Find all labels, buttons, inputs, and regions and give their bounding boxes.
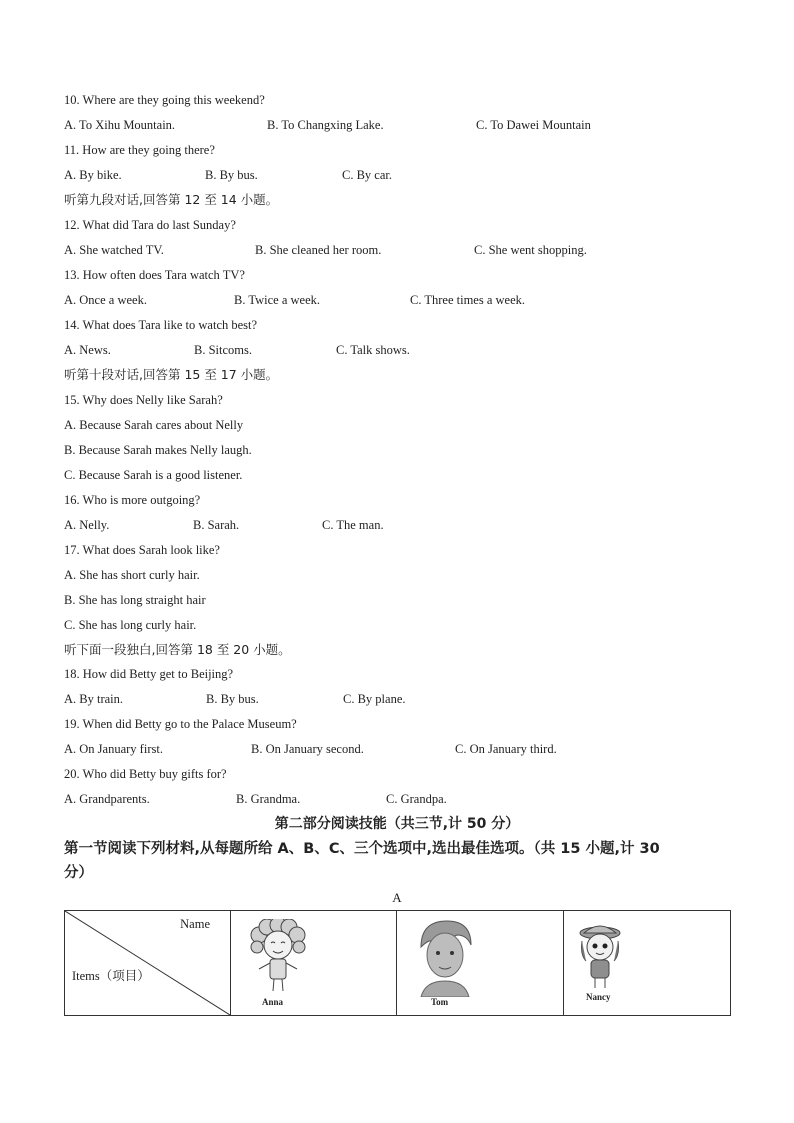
person-caption: Tom — [431, 997, 449, 1007]
part2-title: 第二部分阅读技能（共三节,计 50 分） — [274, 816, 520, 832]
option-c: C. To Dawei Mountain — [476, 118, 591, 132]
section-instruction: 听下面一段独白,回答第 18 至 20 小题。 — [64, 642, 291, 657]
options-row — [64, 741, 724, 757]
question-text: 16. Who is more outgoing? — [64, 493, 201, 507]
option-a: A. Grandparents. — [64, 792, 150, 806]
question-text: 10. Where are they going this weekend? — [64, 93, 265, 107]
option-a: A. Once a week. — [64, 293, 147, 307]
option-c: C. Three times a week. — [410, 293, 526, 307]
option-a: A. She has short curly hair. — [64, 568, 200, 582]
anna-illustration — [245, 919, 309, 997]
question-text: 17. What does Sarah look like? — [64, 543, 220, 557]
option-b: B. Because Sarah makes Nelly laugh. — [64, 443, 252, 457]
option-b: B. Sitcoms. — [194, 343, 252, 357]
options-row — [64, 342, 724, 358]
option-b: B. Twice a week. — [234, 293, 321, 307]
person-cell-tom — [397, 911, 564, 1016]
options-row — [64, 517, 724, 533]
options-row — [64, 242, 724, 258]
options-row — [64, 691, 724, 707]
section1-instruction-cont: 分） — [64, 865, 93, 881]
option-c: C. Talk shows. — [336, 343, 410, 357]
section-instruction: 听第九段对话,回答第 12 至 14 小题。 — [64, 192, 279, 207]
option-c: C. On January third. — [455, 742, 557, 756]
option-b: B. To Changxing Lake. — [267, 118, 384, 132]
question-text: 14. What does Tara like to watch best? — [64, 318, 258, 332]
option-c: C. By car. — [342, 168, 392, 182]
question-text: 18. How did Betty get to Beijing? — [64, 667, 234, 681]
person-cell-nancy — [564, 911, 731, 1016]
nancy-illustration — [576, 921, 624, 991]
section-instruction: 听第十段对话,回答第 15 至 17 小题。 — [64, 367, 279, 382]
options-row — [64, 292, 724, 308]
question-text: 20. Who did Betty buy gifts for? — [64, 767, 227, 781]
options-row — [64, 167, 724, 183]
option-a: A. To Xihu Mountain. — [64, 118, 176, 132]
option-b: B. By bus. — [206, 692, 259, 706]
options-row — [64, 117, 724, 133]
question-text: 13. How often does Tara watch TV? — [64, 268, 245, 282]
option-b: B. On January second. — [251, 742, 364, 756]
question-text: 15. Why does Nelly like Sarah? — [64, 393, 223, 407]
option-c: C. Because Sarah is a good listener. — [64, 468, 243, 482]
option-a: A. By train. — [64, 692, 124, 706]
option-b: B. Sarah. — [193, 518, 240, 532]
option-a: A. She watched TV. — [64, 243, 164, 257]
option-a: A. News. — [64, 343, 111, 357]
question-text: 12. What did Tara do last Sunday? — [64, 218, 236, 232]
option-b: B. She has long straight hair — [64, 593, 206, 607]
person-cell-anna — [231, 911, 397, 1016]
option-a: A. Because Sarah cares about Nelly — [64, 418, 244, 432]
question-text: 19. When did Betty go to the Palace Museum? — [64, 717, 297, 731]
header-name: Name — [180, 917, 210, 931]
option-c: C. She went shopping. — [474, 243, 587, 257]
option-c: C. The man. — [322, 518, 384, 532]
option-b: B. She cleaned her room. — [255, 243, 382, 257]
header-items: Items（项目） — [72, 969, 150, 983]
info-table — [64, 910, 731, 1016]
option-c: C. Grandpa. — [386, 792, 447, 806]
section1-instruction: 第一节阅读下列材料,从每题所给 A、B、C、三个选项中,选出最佳选项。（共 15 小题,计 30 — [64, 841, 660, 857]
passage-label: A — [392, 890, 402, 905]
person-caption: Anna — [262, 997, 284, 1007]
tom-illustration — [411, 917, 475, 997]
options-row — [64, 791, 724, 807]
header-cell — [65, 911, 231, 1016]
option-b: B. Grandma. — [236, 792, 301, 806]
option-a: A. By bike. — [64, 168, 122, 182]
question-text: 11. How are they going there? — [64, 143, 215, 157]
option-b: B. By bus. — [205, 168, 258, 182]
person-caption: Nancy — [586, 992, 611, 1002]
option-a: A. Nelly. — [64, 518, 110, 532]
option-c: C. By plane. — [343, 692, 406, 706]
option-c: C. She has long curly hair. — [64, 618, 197, 632]
option-a: A. On January first. — [64, 742, 163, 756]
